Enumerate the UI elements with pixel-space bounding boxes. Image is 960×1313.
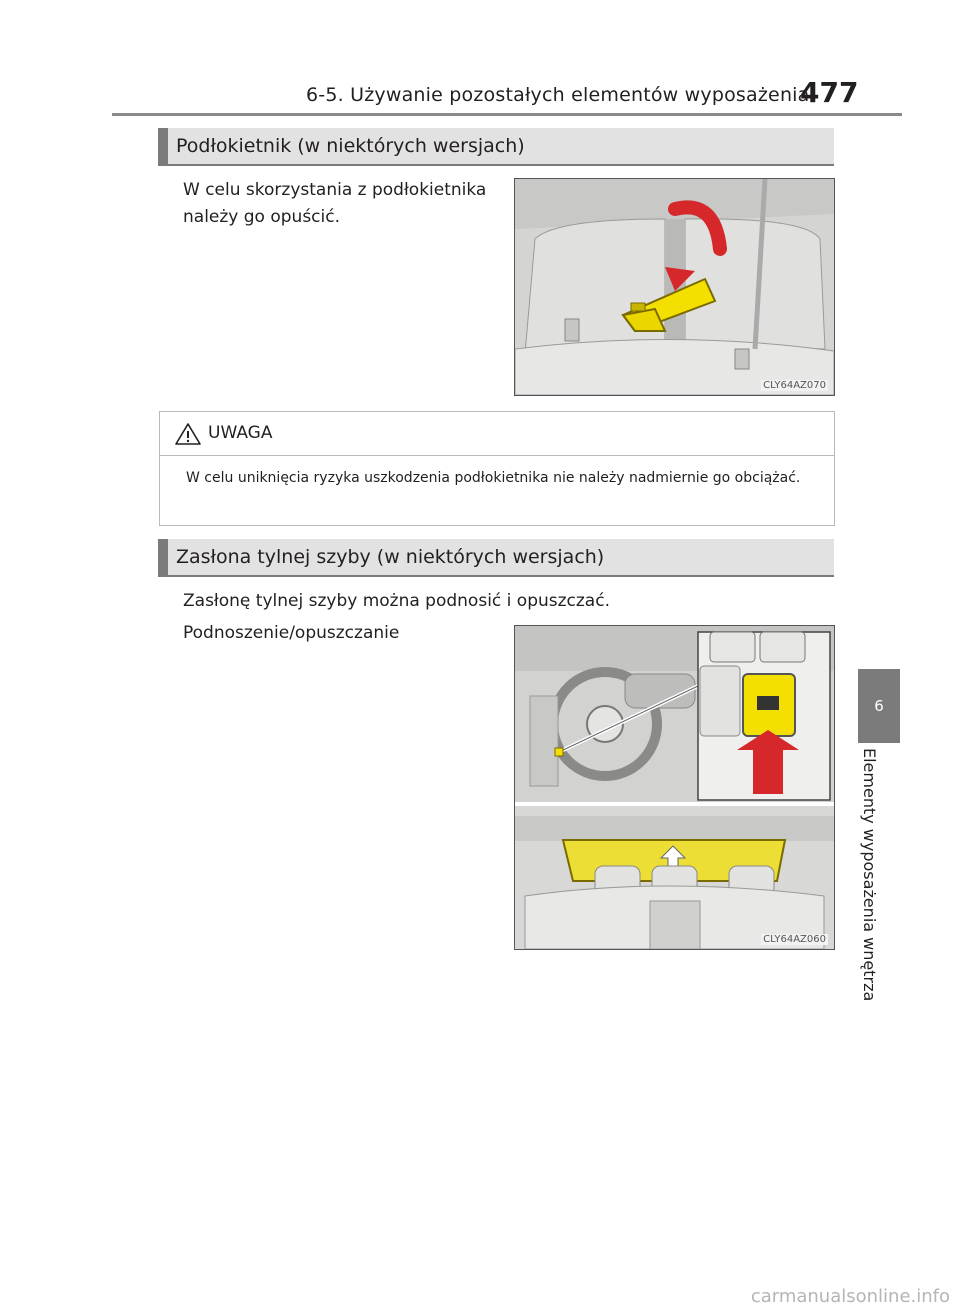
section-heading-sunshade — [158, 539, 834, 577]
page-number: 477 — [800, 76, 859, 109]
watermark: carmanualsonline.info — [750, 1286, 950, 1307]
caution-text: W celu uniknięcia ryzyka uszkodzenia podłokietnika nie należy nadmiernie go obciążać. — [186, 470, 801, 486]
armrest-text-line2: należy go opuścić. — [183, 207, 341, 227]
caution-header — [160, 412, 834, 456]
header-rule — [112, 113, 902, 116]
running-header: 6-5. Używanie pozostałych elementów wyposażenia — [306, 84, 810, 106]
section-marker — [158, 539, 168, 575]
sunshade-drawing — [515, 626, 834, 949]
section-title: Podłokietnik (w niektórych wersjach) — [176, 135, 525, 157]
armrest-text-line1: W celu skorzystania z podłokietnika — [183, 180, 487, 200]
figure-code: CLY64AZ070 — [763, 380, 826, 391]
sunshade-illustration — [514, 625, 835, 950]
armrest-illustration — [514, 178, 835, 396]
chapter-tab — [858, 669, 900, 743]
chapter-number: 6 — [874, 697, 884, 715]
section-title: Zasłona tylnej szyby (w niektórych wersjach) — [176, 546, 605, 568]
chapter-title: Elementy wyposażenia wnętrza — [860, 748, 879, 1002]
figure-code: CLY64AZ060 — [763, 934, 826, 945]
section-heading-armrest — [158, 128, 834, 166]
caution-box — [159, 411, 835, 526]
sunshade-text: Zasłonę tylnej szyby można podnosić i opuszczać. — [183, 591, 610, 611]
section-marker — [158, 128, 168, 164]
armrest-drawing — [515, 179, 834, 395]
sunshade-subheading: Podnoszenie/opuszczanie — [183, 623, 400, 643]
caution-title: UWAGA — [208, 423, 273, 443]
warning-triangle-icon — [174, 422, 202, 446]
